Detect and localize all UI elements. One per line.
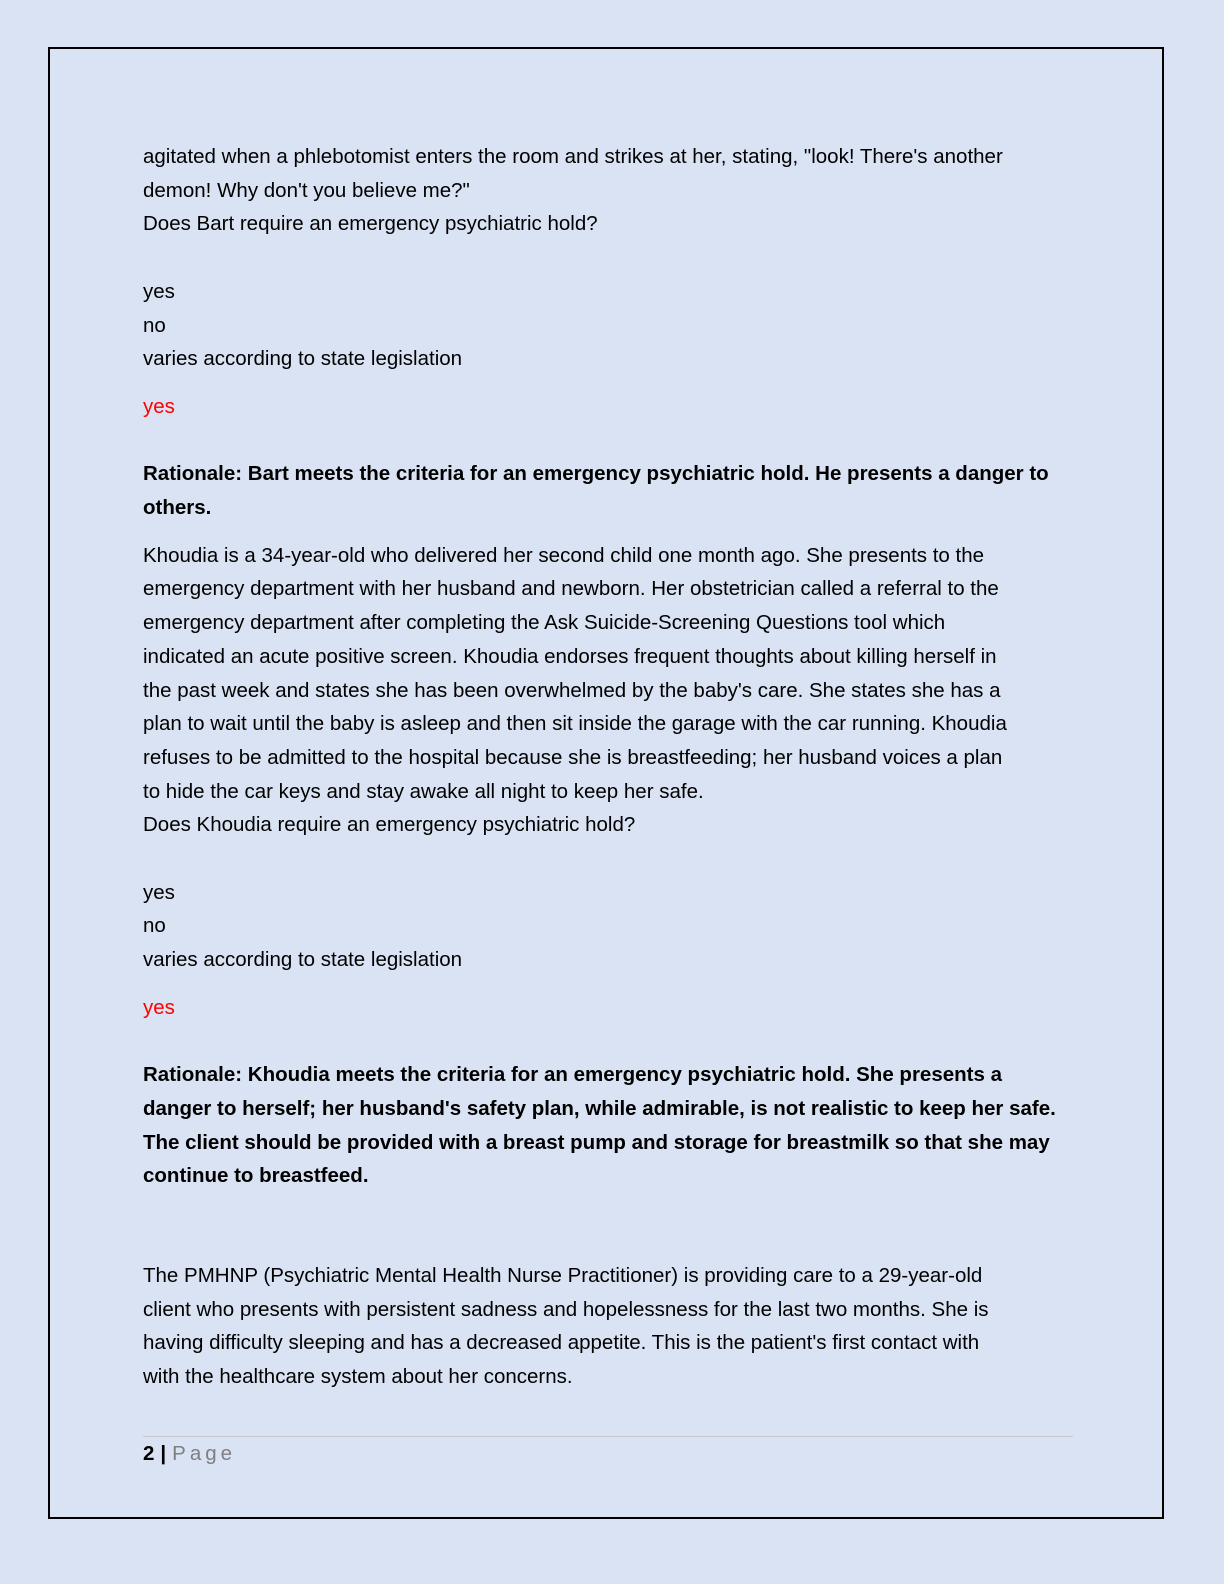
q1-rationale-line: others. <box>143 496 212 519</box>
footer-separator: | <box>160 1442 167 1465</box>
q1-answer: yes <box>143 394 175 418</box>
q1-stem-line: agitated when a phlebotomist enters the room and strikes at her, stating, "look! There's another <box>143 145 1003 168</box>
spacer <box>143 241 1073 275</box>
document-body <box>143 140 1073 1394</box>
q2-option: varies according to state legislation <box>143 948 463 972</box>
q1-question: Does Bart require an emergency psychiatric hold? <box>143 212 598 236</box>
q2-stem-line: the past week and states she has been overwhelmed by the baby's care. She states she has a <box>143 678 1001 702</box>
q3-stem-line: client who presents with persistent sadness and hopelessness for the last two months. She is <box>143 1297 989 1321</box>
spacer <box>143 1025 1073 1059</box>
q2-stem-line: Khoudia is a 34-year-old who delivered her second child one month ago. She presents to the <box>143 543 985 567</box>
q1-option: yes <box>143 279 175 303</box>
q2-rationale-line: The client should be provided with a breast pump and storage for breastmilk so that she may <box>143 1130 1050 1154</box>
q2-stem-line: emergency department after completing the Ask Suicide-Screening Questions tool which <box>143 611 946 635</box>
q1-option: varies according to state legislation <box>143 347 463 371</box>
q2-question: Does Khoudia require an emergency psychiatric hold? <box>143 813 636 837</box>
page-footer <box>143 1440 236 1468</box>
spacer <box>143 424 1073 458</box>
q3-stem-line: having difficulty sleeping and has a decreased appetite. This is the patient's first contact with <box>143 1331 980 1355</box>
q3-stem-line: The PMHNP (Psychiatric Mental Health Nurse Practitioner) is providing care to a 29-year-old <box>143 1264 983 1288</box>
spacer <box>143 842 1073 876</box>
q1-option: no <box>143 313 166 337</box>
q1-stem-line: demon! Why don't you believe me?" <box>143 178 470 202</box>
q2-stem-line: emergency department with her husband and newborn. Her obstetrician called a referral to the <box>143 577 999 601</box>
page-number: 2 <box>143 1442 155 1465</box>
page-label: Page <box>172 1442 237 1465</box>
q2-option: no <box>143 914 166 938</box>
footer-divider <box>143 1436 1073 1437</box>
q3-stem-line: with the healthcare system about her concerns. <box>143 1365 573 1389</box>
q1-rationale-line: Rationale: Bart meets the criteria for an emergency psychiatric hold. He presents a danger to <box>143 462 1049 486</box>
q2-stem-line: to hide the car keys and stay awake all night to keep her safe. <box>143 779 704 803</box>
q2-answer: yes <box>143 995 175 1019</box>
q2-rationale-line: continue to breastfeed. <box>143 1164 369 1188</box>
q2-option: yes <box>143 880 175 904</box>
q2-rationale-line: danger to herself; her husband's safety plan, while admirable, is not realistic to keep her safe. <box>143 1096 1056 1120</box>
q2-stem-line: refuses to be admitted to the hospital because she is breastfeeding; her husband voices a plan <box>143 745 1003 769</box>
q2-rationale-line: Rationale: Khoudia meets the criteria for an emergency psychiatric hold. She presents a <box>143 1063 1002 1087</box>
q2-stem-line: indicated an acute positive screen. Khoudia endorses frequent thoughts about killing herself in <box>143 644 997 668</box>
q2-stem-line: plan to wait until the baby is asleep and then sit inside the garage with the car running. Khoudia <box>143 712 1007 736</box>
